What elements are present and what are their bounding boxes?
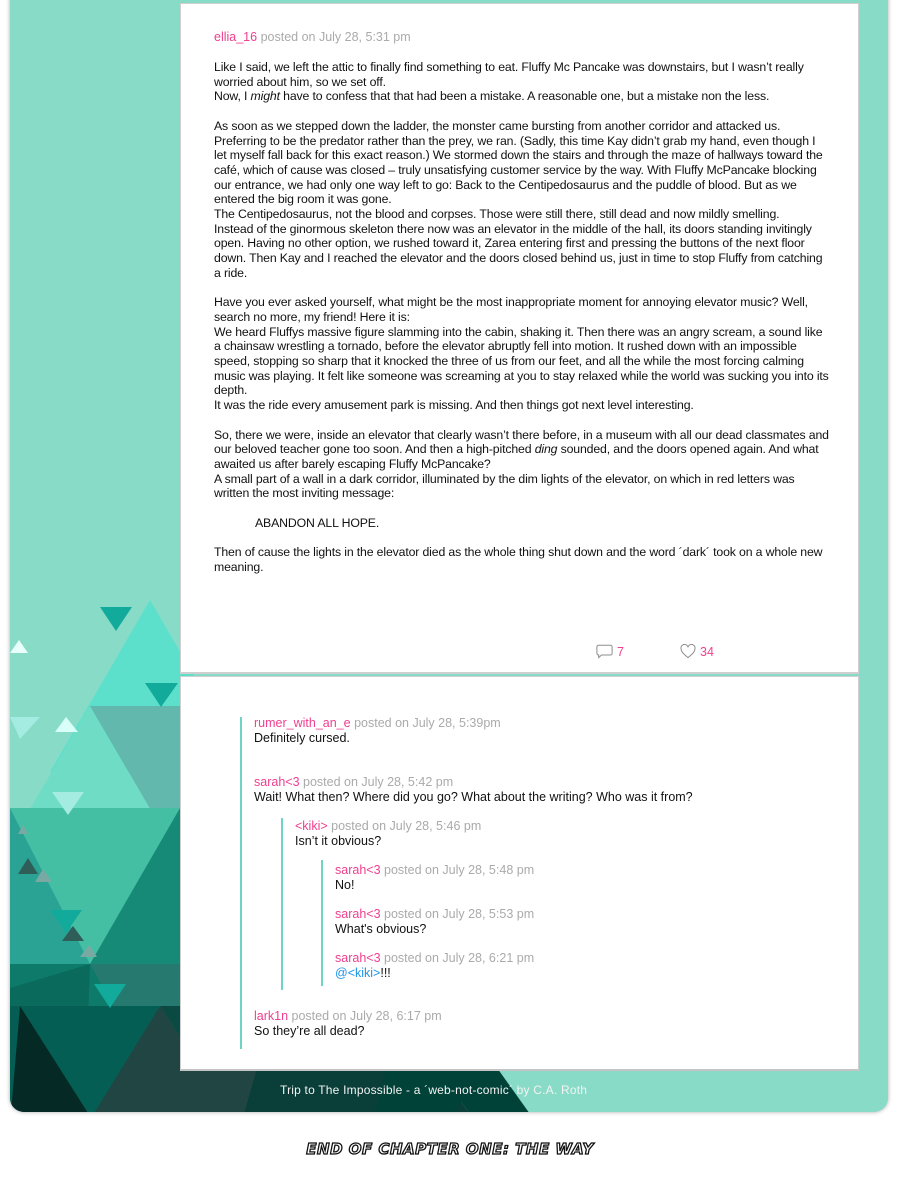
comment-timestamp: posted on July 28, 5:42 pm	[299, 775, 454, 789]
paragraph-spacer	[214, 530, 829, 545]
paragraph-spacer	[214, 104, 829, 119]
comment-text	[335, 966, 534, 981]
deco-triangle	[55, 717, 78, 732]
story-paragraph	[214, 545, 829, 574]
paragraph-text: Like I said, we left the attic to finally find something to eat. Fluffy Mc Pancake was downstairs, but I wasn’t really worried about him, so we set off.	[214, 60, 804, 89]
comment-author-link[interactable]: rumer_with_an_e	[254, 716, 351, 730]
comments-count: 7	[617, 644, 624, 659]
comment-reply	[335, 907, 534, 937]
comment-text: Isn’t it obvious?	[295, 834, 382, 848]
story-paragraph	[214, 295, 829, 324]
heart-icon	[680, 644, 696, 659]
story-paragraph	[214, 398, 829, 413]
comment	[254, 716, 501, 746]
comment-timestamp: posted on July 28, 5:39pm	[350, 716, 501, 730]
story-paragraph	[214, 325, 829, 399]
paragraph-text: As soon as we stepped down the ladder, the monster came bursting from another corridor and attacked us. Preferring to be the predator rather than the prey, we ran. (Sadly, this time Kay didn’t grab my hand, even though I let myself fall back for this exact reason.) We stormed down the stairs and through the maze of hallways toward the café, which of cause was closed – truly unsatisfying customer service by the way. With Fluffy McPancake blocking our entrance, we had only one way left to go: Back to the Centipedosaurus and the puddle of blood. But as we entered the big room it was gone.	[214, 118, 823, 207]
likes-count-button[interactable]	[680, 644, 714, 659]
comment-text: No!	[335, 878, 355, 892]
user-mention-link[interactable]: @<kiki>	[335, 966, 381, 980]
comment-timestamp: posted on July 28, 6:21 pm	[380, 951, 535, 965]
comment-text: Definitely cursed.	[254, 731, 350, 745]
comment-text: What's obvious?	[335, 922, 427, 936]
paragraph-text: A small part of a wall in a dark corridor, illuminated by the dim lights of the elevator, on which in red letters was written the most inviting message:	[214, 471, 795, 501]
post-header	[214, 30, 411, 45]
speech-bubble-icon	[596, 644, 613, 659]
post-stats	[181, 644, 858, 664]
comment-author-link[interactable]: sarah<3	[335, 863, 381, 877]
comment-text: Wait! What then? Where did you go? What about the writing? Who was it from?	[254, 790, 693, 804]
comment	[254, 775, 693, 805]
story-paragraph	[214, 428, 829, 472]
chapter-end-title: END OF CHAPTER ONE: THE WAY	[306, 1140, 594, 1158]
story-paragraph	[214, 60, 829, 89]
post-timestamp: posted on July 28, 5:31 pm	[257, 30, 411, 44]
comment-reply	[335, 863, 534, 893]
comment-reply	[295, 819, 481, 849]
thread-line-level-3	[321, 860, 323, 986]
story-quote	[214, 516, 829, 531]
post-author-link[interactable]: ellia_16	[214, 30, 258, 44]
paragraph-text: Instead of the ginormous skeleton there now was an elevator in the middle of the hall, its doors standing invitingly open. Having no other option, we rushed toward it, Zarea entering first and pressing the buttons of the next floor down. Then Kay and I reached the elevator and the doors closed behind us, just in time to stop Fluffy from catching a ride.	[214, 221, 823, 280]
comments-count-button[interactable]	[596, 644, 624, 659]
thread-line-level-2	[281, 818, 283, 990]
comment-author-link[interactable]: sarah<3	[335, 907, 381, 921]
paragraph-text: Have you ever asked yourself, what might be the most inappropriate moment for annoying elevator music? Well, search no more, my friend! Here it is:	[214, 295, 808, 324]
comments-section	[180, 676, 859, 1071]
paragraph-text: It was the ride every amusement park is missing. And then things got next level interesting.	[214, 398, 694, 413]
story-paragraph	[214, 119, 829, 207]
footer-credit: Trip to The Impossible - a ´web-not-comic´ by C.A. Roth	[280, 1083, 588, 1097]
paragraph-text: have to confess that that had been a mistake. A reasonable one, but a mistake non the less.	[279, 89, 770, 104]
story-paragraph	[214, 472, 829, 501]
paragraph-text: Now, I	[214, 89, 251, 104]
comment-author-link[interactable]: sarah<3	[335, 951, 381, 965]
deco-triangle	[10, 640, 28, 653]
paragraph-text: So, there we were, inside an elevator that clearly wasn’t there before, in a museum with all our dead classmates and our beloved teacher gone too soon. And then a high-pitched	[214, 427, 829, 457]
emphasized-text: ding	[534, 442, 558, 457]
comment-timestamp: posted on July 28, 6:17 pm	[288, 1009, 442, 1023]
comment-timestamp: posted on July 28, 5:46 pm	[327, 819, 482, 833]
comment-timestamp: posted on July 28, 5:53 pm	[380, 907, 535, 921]
comment-text: So they’re all dead?	[254, 1024, 365, 1038]
paragraph-spacer	[214, 413, 829, 428]
post-body	[214, 60, 829, 575]
comment-author-link[interactable]: lark1n	[254, 1009, 289, 1023]
story-paragraph	[214, 222, 829, 281]
comment	[254, 1009, 442, 1039]
likes-count: 34	[700, 644, 714, 659]
paragraph-text: Then of cause the lights in the elevator died as the whole thing shut down and the word ´dark´ took on a whole new meaning.	[214, 545, 823, 574]
thread-line-level-1	[240, 717, 242, 1049]
comment-timestamp: posted on July 28, 5:48 pm	[380, 863, 535, 877]
story-paragraph	[214, 207, 829, 222]
story-paragraph	[214, 89, 829, 104]
deco-triangle	[100, 607, 132, 631]
comment-text-tail: !!!	[380, 966, 391, 980]
paragraph-text: We heard Fluffys massive figure slamming into the cabin, shaking it. Then there was an angry scream, a sound like a chainsaw wrestling a tornado, before the elevator abruptly fell into motion. It rushed down with an impossible speed, stopping so sharp that it knocked the three of us from our feet, and all the while the most forcing calming music was playing. It felt like someone was screaming at you to stay relaxed while the world was sucking you into its depth.	[214, 324, 829, 398]
paragraph-text: The Centipedosaurus, not the blood and corpses. Those were still there, still dead and now mildly smelling.	[214, 207, 780, 222]
paragraph-text: sounded, and the doors opened again. And what awaited us after barely escaping Fluffy McPancake?	[214, 442, 819, 471]
comment-author-link[interactable]: sarah<3	[254, 775, 300, 789]
story-post-card	[180, 3, 859, 674]
paragraph-spacer	[214, 501, 829, 516]
comment-reply	[335, 951, 534, 981]
emphasized-text: might	[250, 89, 280, 104]
paragraph-spacer	[214, 281, 829, 296]
deco-triangle	[10, 717, 40, 739]
comment-author-link[interactable]: <kiki>	[295, 819, 328, 833]
paragraph-text: ABANDON ALL HOPE.	[255, 515, 380, 530]
